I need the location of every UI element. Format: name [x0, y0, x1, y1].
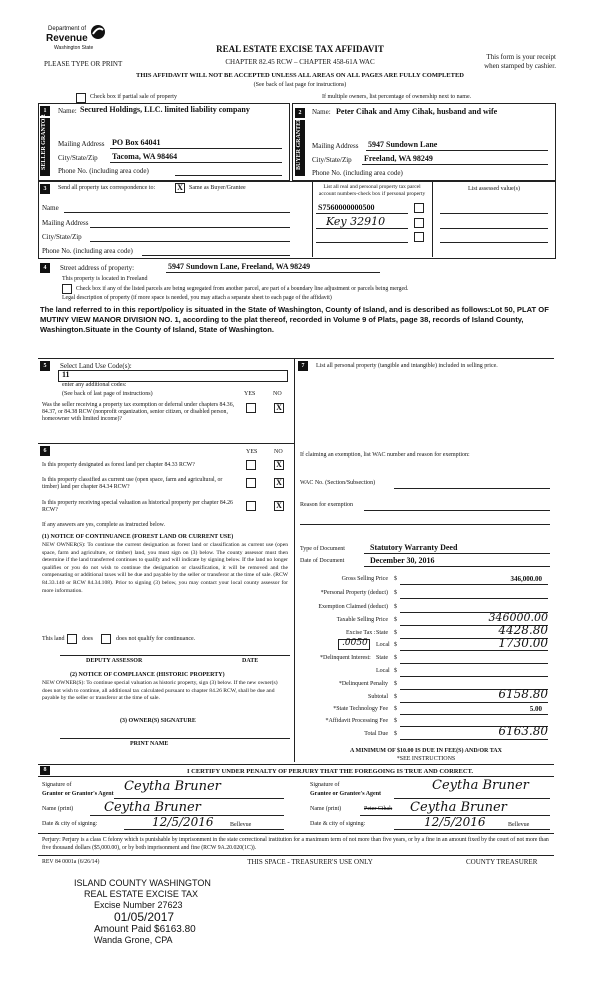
agency-line1: Department of — [48, 26, 87, 32]
gross-value: 346,000.00 — [510, 575, 542, 583]
agency-name: Revenue — [46, 33, 88, 44]
tech-fee-dollar: $ — [394, 706, 397, 712]
current-use-yes-checkbox[interactable] — [246, 478, 256, 488]
buyer-mailing: 5947 Sundown Lane — [368, 140, 438, 149]
gross-dollar: $ — [394, 576, 397, 582]
buyer-name-label: Name: — [312, 108, 331, 116]
section-7-marker: 7 — [298, 361, 308, 371]
buyer-city: Freeland, WA 98249 — [364, 154, 433, 163]
grantor-name-label: Name (print) — [42, 806, 74, 812]
wac-claim-label: If claiming an exemption, list WAC number and reason for exemption: — [300, 452, 470, 458]
exemption-deduct-label: Exemption Claimed (deduct) — [318, 604, 388, 610]
buyer-phone-label: Phone No. (including area code) — [312, 169, 403, 177]
total-value: 6163.80 — [498, 724, 548, 738]
tech-fee-value: 5.00 — [529, 705, 542, 713]
delinquent-local-dollar: $ — [394, 668, 397, 674]
does-not-qualify-checkbox[interactable] — [101, 634, 111, 644]
grantee-signature: Ceytha Bruner — [432, 778, 529, 793]
seller-mailing-label: Mailing Address — [58, 140, 105, 148]
tech-fee-label: *State Technology Fee — [333, 706, 388, 712]
print-name-label: PRINT NAME — [130, 741, 169, 747]
taxable-dollar: $ — [394, 617, 397, 623]
seller-side-label: SELLER GRANTOR — [41, 114, 47, 170]
minimum-due-note: A MINIMUM OF $10.00 IS DUE IN FEE(S) AND/OR TAX — [350, 748, 502, 754]
legal-label: Legal description of property (if more space is needed, you may attach a separate sheet to each page of the affidavit) — [62, 295, 332, 301]
seller-name: Secured Holdings, LLC. limited liability company — [80, 105, 250, 114]
form-number: REV 84 0001a (6/26/14) — [42, 859, 100, 865]
exemption-yes-header: YES — [244, 391, 256, 397]
state-tax-value: 4428.80 — [498, 623, 548, 637]
taxable-label: Taxable Selling Price — [336, 617, 388, 623]
see-back-note: (See back of last page for instructions) — [253, 82, 347, 88]
correspondence-name-label: Name — [42, 204, 59, 212]
boundary-note: Check box if any of the listed parcels are being segregated from another parcel, are part of a boundary line adjustment or parcels being merged. — [76, 286, 409, 292]
delinquent-state-label: State — [376, 655, 388, 661]
form-title: REAL ESTATE EXCISE TAX AFFIDAVIT — [216, 44, 384, 54]
seller-name-label: Name: — [58, 107, 77, 115]
forest-land-question: Is this property designated as forest land per chapter 84.33 RCW? — [42, 462, 195, 468]
correspondence-city-label: City/State/Zip — [42, 233, 82, 241]
delinquent-interest-label: *Delinquent Interest: — [320, 655, 371, 661]
delinquent-local-label: Local — [376, 668, 390, 674]
receipt-note-1: This form is your receipt — [486, 53, 556, 61]
stamp-line-2: REAL ESTATE EXCISE TAX — [84, 889, 199, 899]
subtotal-value: 6158.80 — [498, 687, 548, 701]
section-1-marker: 1 — [40, 106, 50, 116]
treasurer-stamp — [74, 878, 264, 946]
local-label: Local — [376, 642, 390, 648]
swoosh-icon — [90, 24, 106, 40]
exemption-yes-checkbox[interactable] — [246, 403, 256, 413]
multiple-owners-note: If multiple owners, list percentage of ownership next to name. — [322, 94, 472, 100]
legal-description: The land referred to in this report/policy is situated in the State of Washington, County of Island, and is described as follows:Lot 50, PLAT OF MUTINY VIEW MANOR DIVISION NO. 1, according to the plat thereof, recorded in Volume 9 of Plats, page 38, records of Island County, Washington.Situate in the County of Island, State of Washington. — [40, 305, 549, 334]
correspondence-phone-label: Phone No. (including area code) — [42, 247, 133, 255]
does-label: does — [82, 636, 93, 642]
stamp-line-4: 01/05/2017 — [114, 910, 175, 924]
current-use-no-checkbox[interactable]: X — [274, 478, 284, 488]
certify-statement: I CERTIFY UNDER PENALTY OF PERJURY THAT THE FOREGOING IS TRUE AND CORRECT. — [186, 768, 473, 775]
subtotal-dollar: $ — [394, 694, 397, 700]
notice-compliance-title: (2) NOTICE OF COMPLIANCE (HISTORIC PROPERTY) — [70, 672, 225, 678]
total-dollar: $ — [394, 731, 397, 737]
stamp-line-5: Amount Paid $6163.80 — [94, 924, 196, 935]
section-2-marker: 2 — [295, 108, 305, 118]
see-instructions-note: *SEE INSTRUCTIONS — [396, 756, 456, 762]
same-as-buyer-checkbox[interactable]: X — [175, 183, 185, 193]
grantor-city: Bellevue — [230, 822, 252, 828]
historic-yes-checkbox[interactable] — [246, 501, 256, 511]
forest-no-checkbox[interactable]: X — [274, 460, 284, 470]
doc-date-label: Date of Document — [300, 558, 345, 564]
forest-yes-checkbox[interactable] — [246, 460, 256, 470]
assessed-header: List assessed value(s) — [468, 186, 520, 192]
street-label: Street address of property: — [60, 264, 135, 272]
doc-type: Statutory Warranty Deed — [370, 543, 458, 552]
stamp-line-1: ISLAND COUNTY WASHINGTON — [74, 878, 211, 888]
parcel-number: S7560000000500 — [318, 203, 375, 212]
local-dollar: $ — [394, 642, 397, 648]
buyer-side-label: BUYER GRANTEE — [296, 117, 302, 170]
grantee-print-name: Ceytha Bruner — [410, 800, 507, 815]
partial-sale-checkbox[interactable] — [76, 93, 86, 103]
reason-label: Reason for exemption — [300, 502, 353, 508]
section-3-marker: 3 — [40, 184, 50, 194]
owner-signature-label: (3) OWNER(S) SIGNATURE — [120, 718, 196, 724]
affidavit-fee-dollar: $ — [394, 718, 397, 724]
does-not-label: does not qualify for continuance. — [116, 636, 196, 642]
s6-yes-header: YES — [246, 449, 258, 455]
located-in: This property is located in Freeland — [62, 276, 148, 282]
local-rate: .0050 — [342, 638, 368, 648]
parcel-handwritten: Key 32910 — [326, 215, 386, 228]
grantee-name-label: Name (print) — [310, 806, 342, 812]
buyer-mailing-label: Mailing Address — [312, 142, 359, 150]
buyer-name: Peter Cihak and Amy Cihak, husband and wife — [336, 107, 498, 116]
exemption-no-header: NO — [273, 391, 282, 397]
seller-city-label: City/State/Zip — [58, 154, 98, 162]
this-land-label: This land — [42, 636, 65, 642]
boundary-checkbox[interactable] — [62, 284, 72, 294]
local-tax-value: 1730.00 — [498, 636, 548, 650]
land-use-code: 11 — [62, 370, 70, 379]
deputy-assessor-label: DEPUTY ASSESSOR — [86, 658, 143, 664]
parcel-personal-checkbox-2[interactable] — [414, 218, 424, 228]
delinquent-state-dollar: $ — [394, 655, 397, 661]
grantee-name-struck: Peter Cihak — [364, 806, 393, 812]
section-6-marker: 6 — [40, 446, 50, 456]
same-as-buyer-label: Same as Buyer/Grantee — [189, 185, 246, 191]
doc-date: December 30, 2016 — [370, 556, 435, 565]
doc-type-label: Type of Document — [300, 546, 345, 552]
partial-sale-label: Check box if partial sale of property — [90, 94, 177, 100]
grantee-agent-label: Grantee or Grantee's Agent — [310, 791, 382, 797]
grantor-agent-label: Grantor or Grantor's Agent — [42, 791, 114, 797]
exemption-no-checkbox[interactable]: X — [274, 403, 284, 413]
perjury-notice: Perjury: Perjury is a class C felony which is punishable by imprisonment in the state correctional institution for a maximum term of not more than five years, or by a fine in an amount fixed by the court of not more than five thousand dollars ($5,000.00), or by both imprisonment and fine (RCW 9A.20.020(1C)). — [42, 837, 549, 851]
grantor-date-label: Date & city of signing: — [42, 821, 98, 827]
exemption-dollar: $ — [394, 604, 397, 610]
parcel-personal-checkbox-3[interactable] — [414, 232, 424, 242]
if-yes-note: If any answers are yes, complete as instructed below. — [42, 522, 165, 528]
street-address: 5947 Sundown Lane, Freeland, WA 98249 — [168, 262, 311, 271]
personal-deduct-label: *Personal Property (deduct) — [320, 590, 388, 596]
additional-codes: enter any additional codes: — [62, 382, 127, 388]
grantee-date-label: Date & city of signing: — [310, 821, 366, 827]
taxable-value: 346000.00 — [488, 611, 548, 624]
section-5-marker: 5 — [40, 361, 50, 371]
personal-property-label: List all personal property (tangible and intangible) included in selling price. — [316, 363, 498, 369]
grantor-signature: Ceytha Bruner — [124, 779, 221, 794]
subtotal-label: Subtotal — [367, 694, 388, 700]
land-use-label: Select Land Use Code(s): — [60, 362, 132, 370]
affidavit-fee-label: *Affidavit Processing Fee — [325, 718, 388, 724]
land-use-see-back: (See back of last page of instructions) — [62, 391, 153, 397]
form-subtitle: CHAPTER 82.45 RCW – CHAPTER 458-61A WAC — [225, 58, 375, 66]
does-qualify-checkbox[interactable] — [67, 634, 77, 644]
grantee-sig-label: Signature of — [310, 782, 340, 788]
grantee-date: 12/5/2016 — [424, 815, 486, 829]
notice-compliance-text: NEW OWNER(S): To continue special valuation as historic property, sign (3) below. If the new owner(s) does not wish to continue, all additional tax calculated pursuant to chapter 84.26 RCW, shall be due and payable by the seller or transferor at the time of sale. — [42, 680, 278, 702]
notice-continuance-text: NEW OWNER(S): To continue the current designation as forest land or classification as current use (open space, farm and agriculture, or timber) land, you must sign on (3) below. The county assessor must then determine if the land transferred continues to qualify and will indicate by signing below. If the land no longer qualifies or you do not wish to continue the designation or classification, it will be removed and the compensating or additional taxes will be due and payable by the seller or transferor at the time of sale. (RCW 84.33.140 or RCW 84.34.108). Prior to signing (3) below, you may contact your local county assessor for more information. — [42, 542, 288, 594]
receipt-note-2: when stamped by cashier. — [484, 62, 556, 70]
seller-mailing: PO Box 64041 — [112, 138, 161, 147]
personal-dollar: $ — [394, 590, 397, 596]
state-dollar: $ — [394, 630, 397, 636]
gross-label: Gross Selling Price — [341, 576, 388, 582]
penalty-dollar: $ — [394, 681, 397, 687]
grantor-print-name: Ceytha Bruner — [104, 800, 201, 815]
please-type: PLEASE TYPE OR PRINT — [44, 60, 123, 68]
s6-no-header: NO — [274, 449, 283, 455]
delinquent-penalty-label: *Delinquent Penalty — [338, 681, 388, 687]
dor-logo — [46, 22, 106, 52]
grantor-sig-label: Signature of — [42, 782, 72, 788]
section-4-marker: 4 — [40, 263, 50, 273]
warning-line: THIS AFFIDAVIT WILL NOT BE ACCEPTED UNLESS ALL AREAS ON ALL PAGES ARE FULLY COMPLETED — [136, 72, 464, 79]
excise-label: Excise Tax : — [346, 630, 376, 636]
seller-city: Tacoma, WA 98464 — [112, 152, 178, 161]
parcel-header: List all real and personal property tax parcel account numbers-check box if personal property — [318, 184, 426, 197]
buyer-city-label: City/State/Zip — [312, 156, 352, 164]
correspondence-label: Send all property tax correspondence to: — [58, 185, 156, 191]
grantee-city: Bellevue — [508, 822, 530, 828]
historic-no-checkbox[interactable]: X — [274, 501, 284, 511]
stamp-line-6: Wanda Grone, CPA — [94, 935, 173, 945]
state-label: State — [376, 630, 388, 636]
grantor-date: 12/5/2016 — [152, 815, 214, 829]
stamp-line-3: Excise Number 27623 — [94, 900, 183, 910]
historic-question: Is this property receiving special valuation as historical property per chapter 84.26 RCW? — [42, 500, 233, 513]
treasurer-only: THIS SPACE - TREASURER'S USE ONLY — [247, 858, 373, 866]
notice-continuance-title: (1) NOTICE OF CONTINUANCE (FOREST LAND OR CURRENT USE) — [42, 534, 234, 540]
wac-no-label: WAC No. (Section/Subsection) — [300, 480, 376, 486]
total-label: Total Due — [364, 731, 388, 737]
seller-phone-label: Phone No. (including area code) — [58, 167, 149, 175]
correspondence-mailing-label: Mailing Address — [42, 219, 89, 227]
parcel-personal-checkbox-1[interactable] — [414, 203, 424, 213]
current-use-question: Is this property classified as current use (open space, farm and agricultural, or timber) land per chapter 84.34 RCW? — [42, 477, 223, 490]
exemption-question: Was the seller receiving a property tax exemption or deferral under chapters 84.36, 84.37, or 84.38 RCW (nonprofit organization, senior citizen, or disabled person, homeowner with limited income)? — [42, 402, 235, 422]
county-treasurer: COUNTY TREASURER — [466, 858, 538, 866]
land-use-code-box — [58, 370, 288, 382]
assessor-date-label: DATE — [242, 658, 259, 664]
agency-line2: Washington State — [54, 45, 94, 51]
section-8-marker: 8 — [40, 766, 50, 775]
